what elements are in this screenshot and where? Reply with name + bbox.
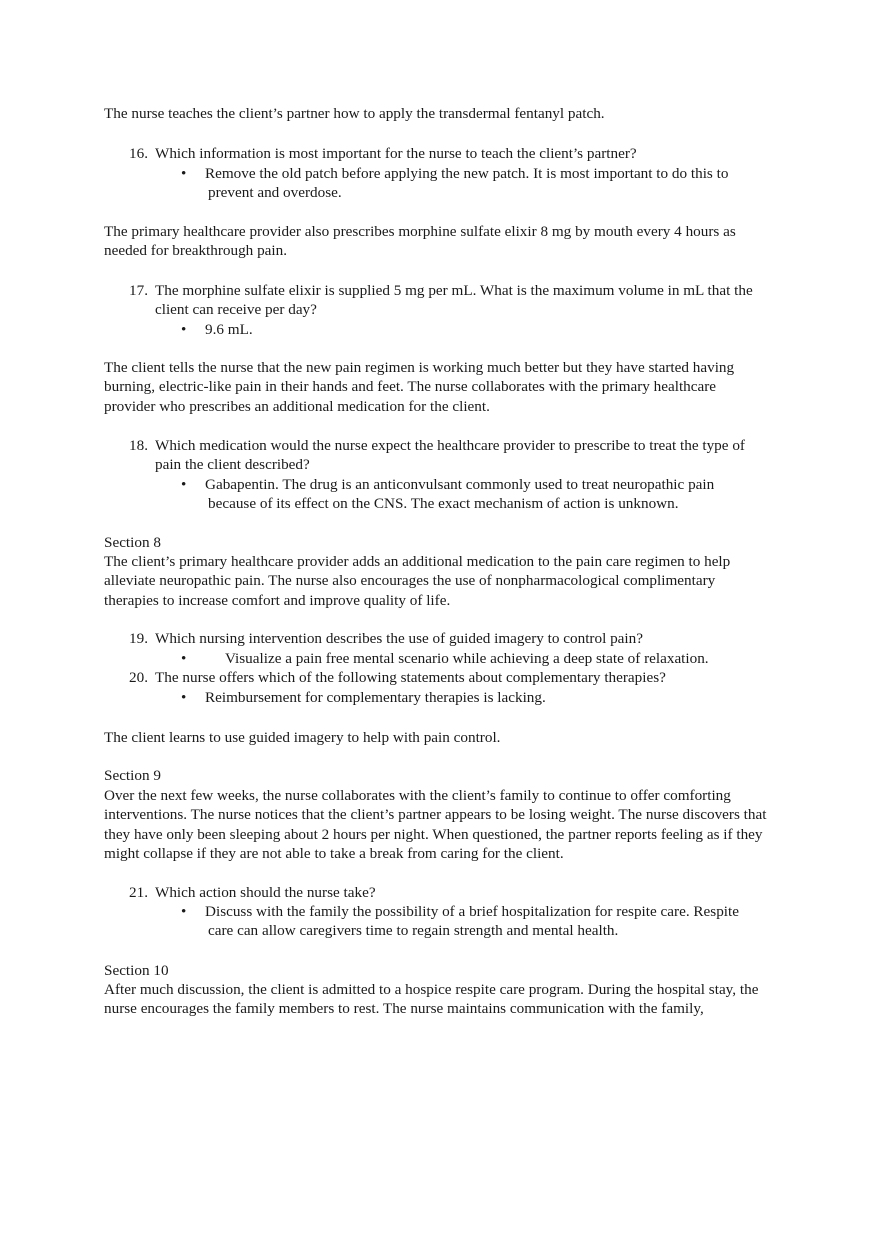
intro-fentanyl: The nurse teaches the client’s partner how to apply the transdermal fentanyl patch. <box>104 105 605 122</box>
answer-18 <box>181 475 771 514</box>
intro-neuropathic: The client tells the nurse that the new pain regimen is working much better but they have started having burning, electric-like pain in their hands and feet. The nurse collaborates with the primary healthcare provider who prescribes an additional medication for the client. <box>104 359 735 415</box>
section-8-heading: Section 8 <box>104 534 161 551</box>
answer-line: Discuss with the family the possibility of a brief hospitalization for respite care. Respite <box>205 903 739 920</box>
answer-line: Remove the old patch before applying the new patch. It is most important to do this to <box>205 165 729 182</box>
question-text: The nurse offers which of the following statements about complementary therapies? <box>155 669 666 686</box>
question-text: Which action should the nurse take? <box>155 884 376 901</box>
question-number: 17. <box>129 282 148 299</box>
question-number: 16. <box>129 145 148 162</box>
section-9-heading: Section 9 <box>104 767 161 784</box>
question-text: Which information is most important for the nurse to teach the client’s partner? <box>155 145 637 162</box>
answer-17 <box>181 320 771 339</box>
bullet-icon: • <box>181 903 187 920</box>
question-text: The morphine sulfate elixir is supplied 5 mg per mL. What is the maximum volume in mL that the client can receive per day? <box>155 282 753 319</box>
answer-line: Gabapentin. The drug is an anticonvulsant commonly used to treat neuropathic pain <box>205 476 715 493</box>
answer-line: care can allow caregivers time to regain strength and mental health. <box>208 922 619 940</box>
question-number: 18. <box>129 437 148 454</box>
answer-20 <box>181 688 771 707</box>
question-21 <box>129 883 769 902</box>
question-number: 21. <box>129 884 148 901</box>
intro-guided-imagery: The client learns to use guided imagery to help with pain control. <box>104 729 501 746</box>
intro-morphine: The primary healthcare provider also prescribes morphine sulfate elixir 8 mg by mouth every 4 hours as needed for breakthrough pain. <box>104 223 736 260</box>
section-10-text: After much discussion, the client is admitted to a hospice respite care program. During the hospital stay, the nurse encourages the family members to rest. The nurse maintains communication with the family, <box>104 981 759 1018</box>
answer-line: 9.6 mL. <box>205 321 253 338</box>
question-20 <box>129 668 769 687</box>
question-number: 20. <box>129 669 148 686</box>
question-16 <box>129 144 769 163</box>
question-18 <box>129 436 769 475</box>
bullet-icon: • <box>181 689 187 706</box>
section-9-text: Over the next few weeks, the nurse collaborates with the client’s family to continue to offer comforting interventions. The nurse notices that the client’s partner appears to be losing weight. The nurse discovers that they have only been sleeping about 2 hours per night. When questioned, the partner reports feeling as if they might collapse if they are not able to take a break from caring for the client. <box>104 787 767 863</box>
bullet-icon: • <box>181 165 187 182</box>
answer-21 <box>181 902 771 941</box>
section-8-text: The client’s primary healthcare provider adds an additional medication to the pain care regimen to help alleviate neuropathic pain. The nurse also encourages the use of nonpharmacological complimentary therapies to increase comfort and improve quality of life. <box>104 553 731 609</box>
question-19 <box>129 629 769 648</box>
answer-19 <box>181 649 771 668</box>
question-text: Which medication would the nurse expect the healthcare provider to prescribe to treat the type of pain the client described? <box>155 437 745 474</box>
bullet-icon: • <box>181 321 187 338</box>
question-number: 19. <box>129 630 148 647</box>
bullet-icon: • <box>181 650 187 667</box>
question-17 <box>129 281 769 320</box>
bullet-icon: • <box>181 476 187 493</box>
answer-line: because of its effect on the CNS. The exact mechanism of action is unknown. <box>208 495 679 513</box>
question-text: Which nursing intervention describes the use of guided imagery to control pain? <box>155 630 643 647</box>
section-10-heading: Section 10 <box>104 962 169 979</box>
answer-line: prevent and overdose. <box>208 184 342 202</box>
answer-line: Visualize a pain free mental scenario while achieving a deep state of relaxation. <box>225 650 709 667</box>
answer-line: Reimbursement for complementary therapies is lacking. <box>205 689 546 706</box>
answer-16 <box>181 164 771 203</box>
